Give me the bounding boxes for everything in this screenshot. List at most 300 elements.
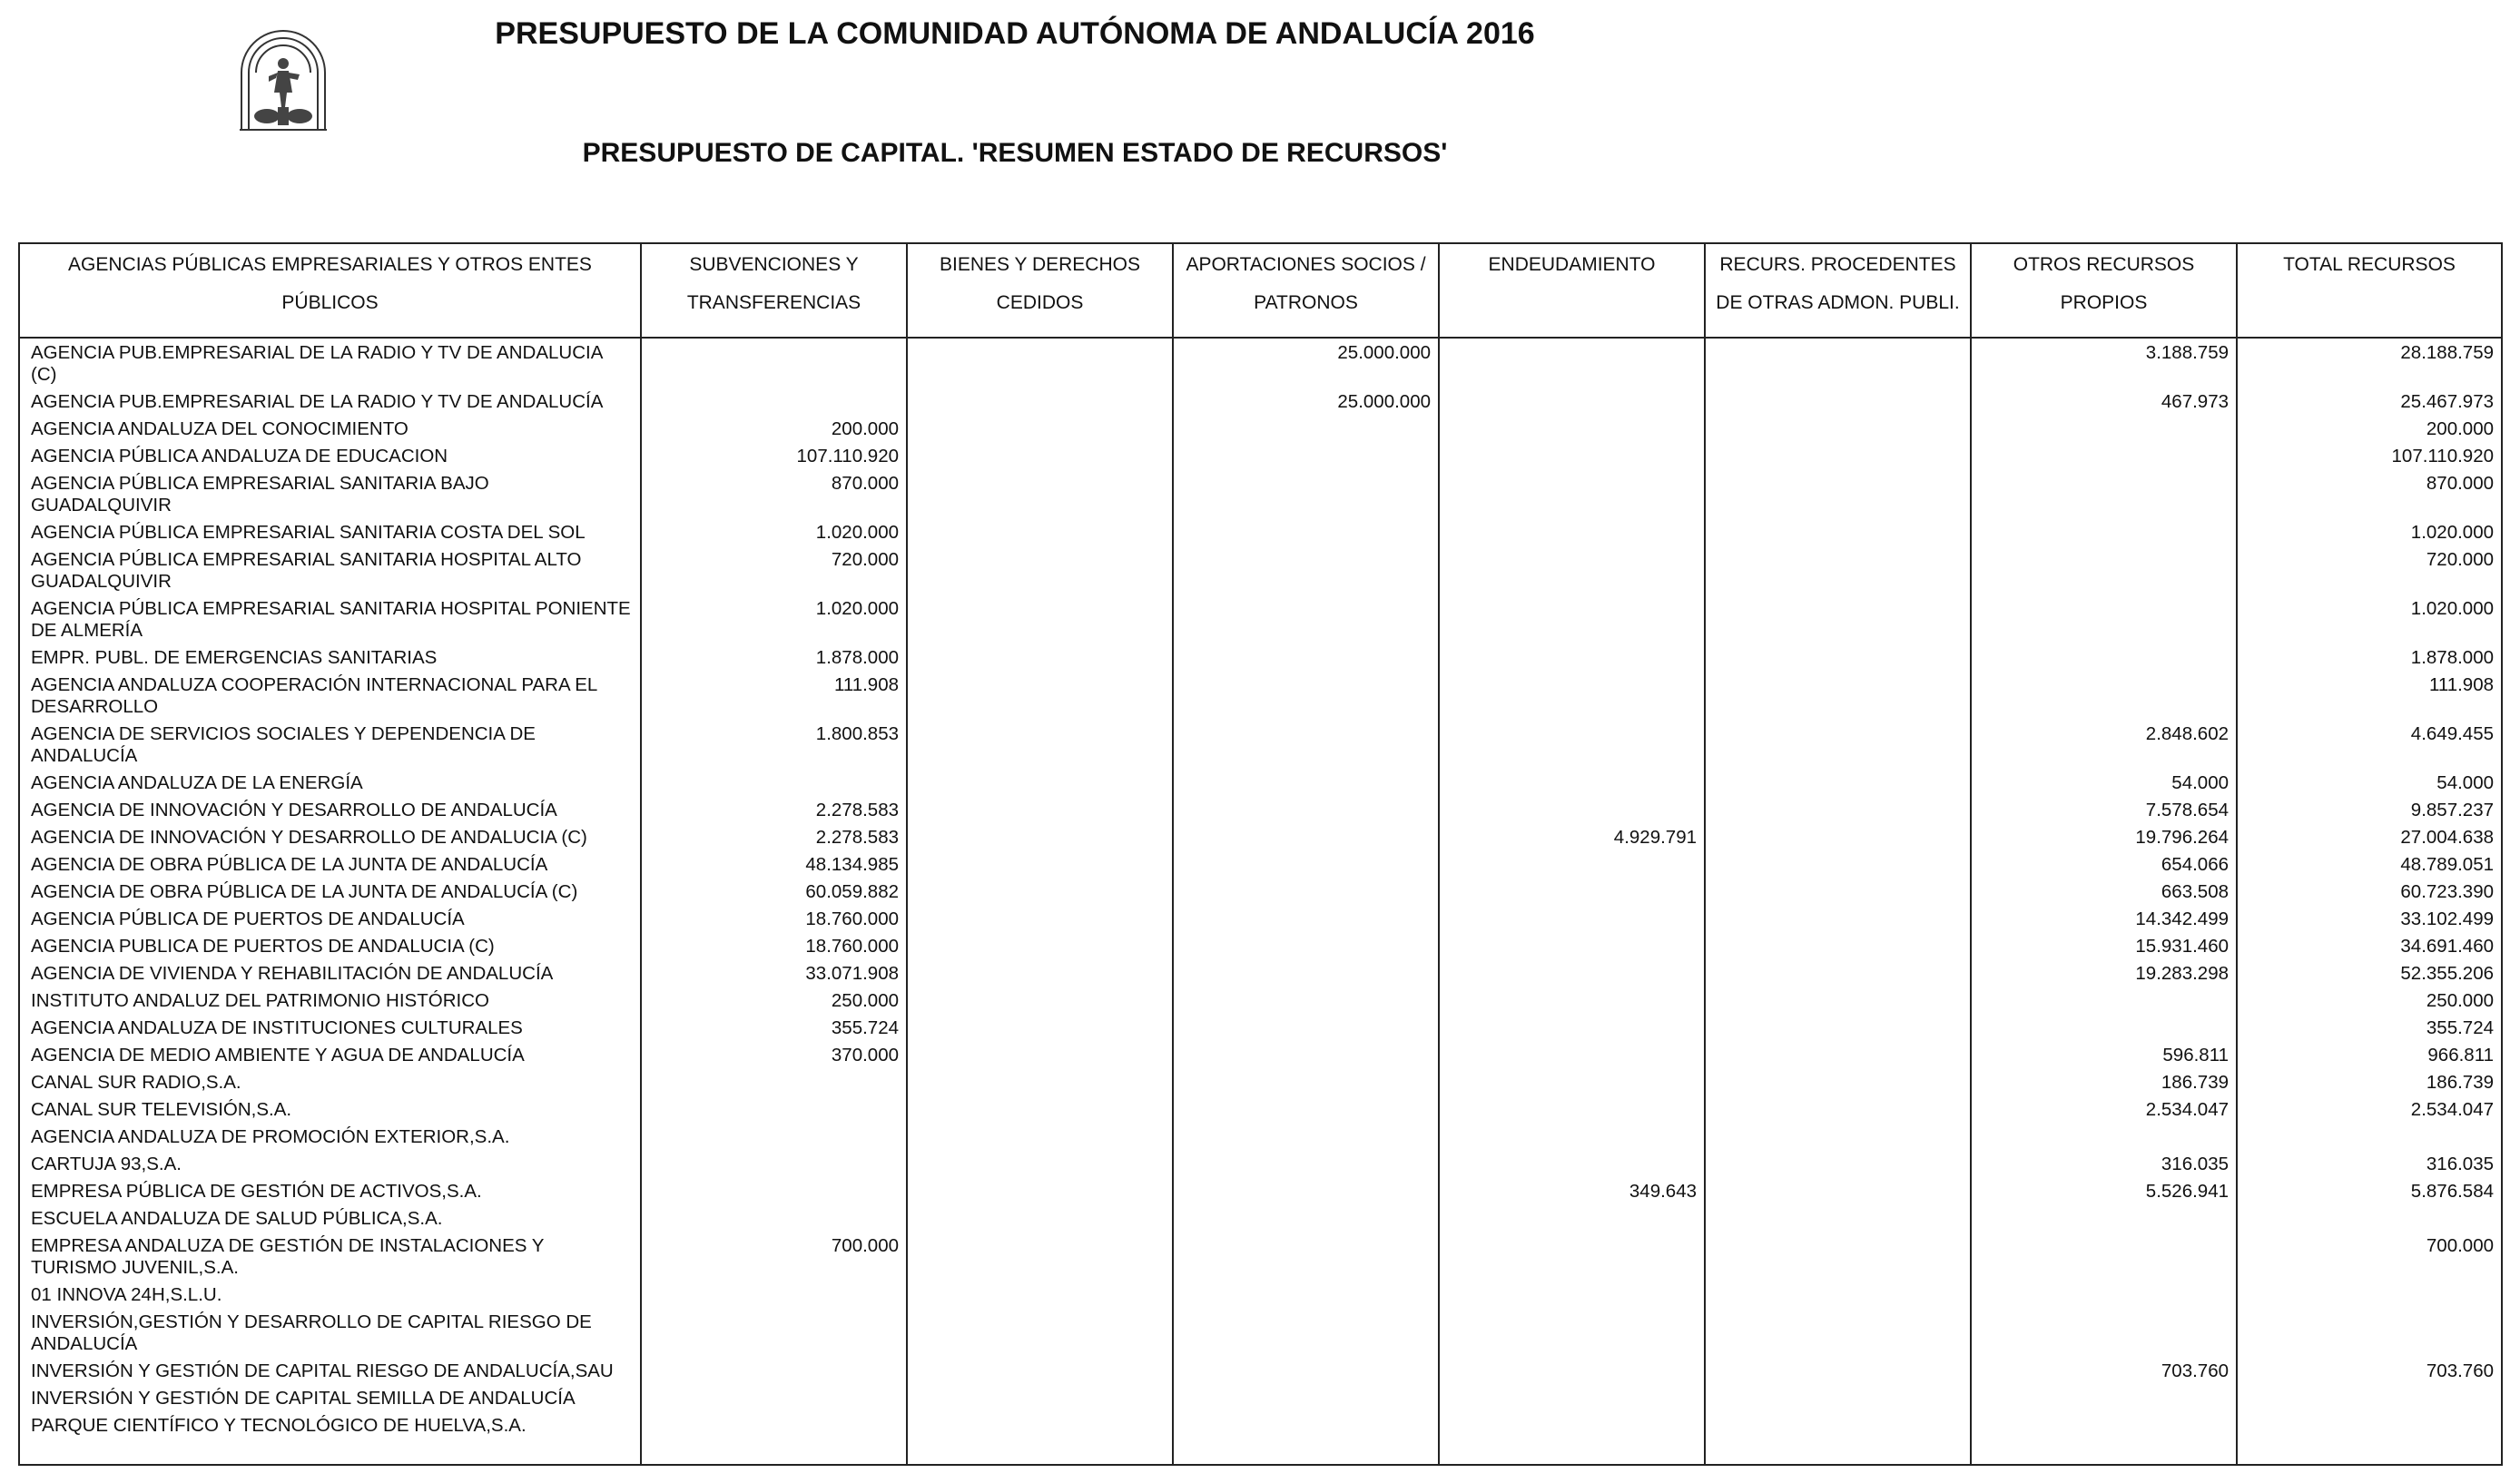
entity-name-cell: AGENCIA ANDALUZA DE PROMOCIÓN EXTERIOR,S.A. — [19, 1126, 641, 1154]
entity-name-cell: AGENCIA DE VIVIENDA Y REHABILITACIÓN DE ANDALUCÍA — [19, 963, 641, 990]
total-cell: 2.534.047 — [2237, 1099, 2502, 1126]
table-row — [19, 549, 2502, 598]
total-cell: 186.739 — [2237, 1072, 2502, 1099]
bienes-cell — [907, 827, 1173, 854]
otros-recursos-cell: 467.973 — [1971, 391, 2237, 418]
endeudamiento-cell — [1439, 473, 1705, 522]
entity-name-cell: AGENCIA PUB.EMPRESARIAL DE LA RADIO Y TV DE ANDALUCÍA — [19, 391, 641, 418]
entity-name-cell: CARTUJA 93,S.A. — [19, 1154, 641, 1181]
page-title: PRESUPUESTO DE LA COMUNIDAD AUTÓNOMA DE ANDALUCÍA 2016 — [495, 16, 1535, 51]
table-row — [19, 446, 2502, 473]
subvenciones-cell: 370.000 — [641, 1045, 907, 1072]
total-cell: 48.789.051 — [2237, 854, 2502, 881]
otros-recursos-cell: 15.931.460 — [1971, 936, 2237, 963]
total-cell: 60.723.390 — [2237, 881, 2502, 908]
recursos-admon-cell — [1705, 1388, 1971, 1415]
recursos-admon-cell — [1705, 522, 1971, 549]
subvenciones-cell — [641, 1126, 907, 1154]
entity-name-cell: EMPRESA ANDALUZA DE GESTIÓN DE INSTALACIONES Y TURISMO JUVENIL,S.A. — [19, 1235, 641, 1284]
subvenciones-cell — [641, 1154, 907, 1181]
bienes-cell — [907, 854, 1173, 881]
recursos-admon-cell — [1705, 723, 1971, 772]
total-cell: 1.878.000 — [2237, 647, 2502, 674]
aportaciones-cell — [1173, 1235, 1439, 1284]
subvenciones-cell — [641, 338, 907, 391]
table-filler-row — [19, 1442, 2502, 1465]
table-header-row — [19, 243, 2502, 338]
subvenciones-cell — [641, 1181, 907, 1208]
entity-name-cell: AGENCIA PÚBLICA DE PUERTOS DE ANDALUCÍA — [19, 908, 641, 936]
recursos-admon-cell — [1705, 1415, 1971, 1442]
otros-recursos-cell: 19.283.298 — [1971, 963, 2237, 990]
recursos-admon-cell — [1705, 473, 1971, 522]
subvenciones-cell — [641, 1072, 907, 1099]
total-cell: 34.691.460 — [2237, 936, 2502, 963]
column-header-line1: AGENCIAS PÚBLICAS EMPRESARIALES Y OTROS ENTES — [68, 254, 592, 275]
otros-recursos-cell: 2.534.047 — [1971, 1099, 2237, 1126]
entity-name-cell: CANAL SUR TELEVISIÓN,S.A. — [19, 1099, 641, 1126]
subvenciones-cell: 18.760.000 — [641, 936, 907, 963]
aportaciones-cell — [1173, 772, 1439, 800]
aportaciones-cell — [1173, 674, 1439, 723]
entity-name-cell: AGENCIA DE INNOVACIÓN Y DESARROLLO DE ANDALUCIA (C) — [19, 827, 641, 854]
recursos-admon-cell — [1705, 908, 1971, 936]
otros-recursos-cell: 5.526.941 — [1971, 1181, 2237, 1208]
table-row — [19, 1284, 2502, 1311]
empty-cell — [1971, 1442, 2237, 1465]
recursos-admon-cell — [1705, 418, 1971, 446]
entity-name-cell: AGENCIA ANDALUZA DEL CONOCIMIENTO — [19, 418, 641, 446]
column-header-line2: PATRONOS — [1254, 292, 1358, 313]
endeudamiento-cell — [1439, 1235, 1705, 1284]
total-cell: 4.649.455 — [2237, 723, 2502, 772]
aportaciones-cell — [1173, 963, 1439, 990]
aportaciones-cell — [1173, 990, 1439, 1017]
total-cell: 720.000 — [2237, 549, 2502, 598]
column-header-total — [2237, 243, 2502, 338]
subvenciones-cell: 870.000 — [641, 473, 907, 522]
endeudamiento-cell — [1439, 418, 1705, 446]
endeudamiento-cell — [1439, 963, 1705, 990]
entity-name-cell: AGENCIA PÚBLICA ANDALUZA DE EDUCACION — [19, 446, 641, 473]
subvenciones-cell: 200.000 — [641, 418, 907, 446]
recursos-admon-cell — [1705, 1154, 1971, 1181]
subvenciones-cell: 18.760.000 — [641, 908, 907, 936]
bienes-cell — [907, 598, 1173, 647]
total-cell: 966.811 — [2237, 1045, 2502, 1072]
entity-name-cell: AGENCIA DE OBRA PÚBLICA DE LA JUNTA DE ANDALUCÍA (C) — [19, 881, 641, 908]
recursos-admon-cell — [1705, 1181, 1971, 1208]
subvenciones-cell: 1.800.853 — [641, 723, 907, 772]
endeudamiento-cell — [1439, 1311, 1705, 1360]
table-row — [19, 1235, 2502, 1284]
recursos-admon-cell — [1705, 1208, 1971, 1235]
aportaciones-cell — [1173, 473, 1439, 522]
entity-name-cell: INVERSIÓN Y GESTIÓN DE CAPITAL SEMILLA DE ANDALUCÍA — [19, 1388, 641, 1415]
bienes-cell — [907, 1154, 1173, 1181]
aportaciones-cell — [1173, 1360, 1439, 1388]
bienes-cell — [907, 1311, 1173, 1360]
entity-name-cell: AGENCIA DE INNOVACIÓN Y DESARROLLO DE ANDALUCÍA — [19, 800, 641, 827]
table-row — [19, 1126, 2502, 1154]
bienes-cell — [907, 1360, 1173, 1388]
endeudamiento-cell — [1439, 522, 1705, 549]
total-cell — [2237, 1415, 2502, 1442]
entity-name-cell: ESCUELA ANDALUZA DE SALUD PÚBLICA,S.A. — [19, 1208, 641, 1235]
endeudamiento-cell: 349.643 — [1439, 1181, 1705, 1208]
table-row — [19, 391, 2502, 418]
subvenciones-cell — [641, 1284, 907, 1311]
recursos-admon-cell — [1705, 549, 1971, 598]
aportaciones-cell — [1173, 1284, 1439, 1311]
entity-name-cell: AGENCIA PÚBLICA EMPRESARIAL SANITARIA COSTA DEL SOL — [19, 522, 641, 549]
aportaciones-cell — [1173, 598, 1439, 647]
total-cell — [2237, 1311, 2502, 1360]
bienes-cell — [907, 800, 1173, 827]
table-row — [19, 1181, 2502, 1208]
bienes-cell — [907, 1208, 1173, 1235]
column-header-line1: TOTAL RECURSOS — [2283, 254, 2456, 275]
column-header-line1: OTROS RECURSOS — [2013, 254, 2195, 275]
endeudamiento-cell — [1439, 1284, 1705, 1311]
total-cell: 27.004.638 — [2237, 827, 2502, 854]
endeudamiento-cell: 4.929.791 — [1439, 827, 1705, 854]
subvenciones-cell — [641, 1099, 907, 1126]
bienes-cell — [907, 772, 1173, 800]
aportaciones-cell — [1173, 723, 1439, 772]
total-cell: 316.035 — [2237, 1154, 2502, 1181]
total-cell: 25.467.973 — [2237, 391, 2502, 418]
table-row — [19, 1208, 2502, 1235]
recursos-admon-cell — [1705, 391, 1971, 418]
table-row — [19, 1099, 2502, 1126]
entity-name-cell: AGENCIA ANDALUZA DE LA ENERGÍA — [19, 772, 641, 800]
aportaciones-cell: 25.000.000 — [1173, 391, 1439, 418]
entity-name-cell: AGENCIA ANDALUZA COOPERACIÓN INTERNACIONAL PARA EL DESARROLLO — [19, 674, 641, 723]
bienes-cell — [907, 1181, 1173, 1208]
subvenciones-cell — [641, 1388, 907, 1415]
bienes-cell — [907, 418, 1173, 446]
page-subtitle: PRESUPUESTO DE CAPITAL. 'RESUMEN ESTADO DE RECURSOS' — [582, 138, 1448, 168]
bienes-cell — [907, 1045, 1173, 1072]
otros-recursos-cell: 7.578.654 — [1971, 800, 2237, 827]
recursos-admon-cell — [1705, 674, 1971, 723]
bienes-cell — [907, 1017, 1173, 1045]
recursos-admon-cell — [1705, 1072, 1971, 1099]
column-header-line1: BIENES Y DERECHOS — [940, 254, 1140, 275]
subvenciones-cell: 1.878.000 — [641, 647, 907, 674]
aportaciones-cell — [1173, 1099, 1439, 1126]
recursos-admon-cell — [1705, 1045, 1971, 1072]
endeudamiento-cell — [1439, 854, 1705, 881]
endeudamiento-cell — [1439, 772, 1705, 800]
empty-cell — [1173, 1442, 1439, 1465]
entity-name-cell: AGENCIA PÚBLICA EMPRESARIAL SANITARIA HOSPITAL PONIENTE DE ALMERÍA — [19, 598, 641, 647]
recursos-admon-cell — [1705, 827, 1971, 854]
recursos-admon-cell — [1705, 854, 1971, 881]
endeudamiento-cell — [1439, 598, 1705, 647]
endeudamiento-cell — [1439, 800, 1705, 827]
aportaciones-cell — [1173, 1388, 1439, 1415]
empty-cell — [2237, 1442, 2502, 1465]
aportaciones-cell — [1173, 446, 1439, 473]
recursos-admon-cell — [1705, 1099, 1971, 1126]
table-row — [19, 1360, 2502, 1388]
resources-table — [18, 242, 2503, 1466]
otros-recursos-cell — [1971, 549, 2237, 598]
total-cell: 111.908 — [2237, 674, 2502, 723]
endeudamiento-cell — [1439, 1415, 1705, 1442]
bienes-cell — [907, 522, 1173, 549]
recursos-admon-cell — [1705, 963, 1971, 990]
total-cell: 870.000 — [2237, 473, 2502, 522]
subvenciones-cell — [641, 772, 907, 800]
entity-name-cell: EMPR. PUBL. DE EMERGENCIAS SANITARIAS — [19, 647, 641, 674]
subvenciones-cell: 2.278.583 — [641, 827, 907, 854]
total-cell: 33.102.499 — [2237, 908, 2502, 936]
otros-recursos-cell: 663.508 — [1971, 881, 2237, 908]
column-header-line2: PROPIOS — [2060, 292, 2148, 313]
recursos-admon-cell — [1705, 772, 1971, 800]
aportaciones-cell — [1173, 1208, 1439, 1235]
entity-name-cell: CANAL SUR RADIO,S.A. — [19, 1072, 641, 1099]
column-header-line1: RECURS. PROCEDENTES — [1719, 254, 1956, 275]
otros-recursos-cell — [1971, 1235, 2237, 1284]
empty-cell — [1705, 1442, 1971, 1465]
total-cell: 107.110.920 — [2237, 446, 2502, 473]
table-row — [19, 1154, 2502, 1181]
bienes-cell — [907, 990, 1173, 1017]
entity-name-cell: PARQUE CIENTÍFICO Y TECNOLÓGICO DE HUELVA,S.A. — [19, 1415, 641, 1442]
entity-name-cell: 01 INNOVA 24H,S.L.U. — [19, 1284, 641, 1311]
subvenciones-cell: 48.134.985 — [641, 854, 907, 881]
column-header-recursos-admon — [1705, 243, 1971, 338]
subvenciones-cell: 700.000 — [641, 1235, 907, 1284]
recursos-admon-cell — [1705, 1360, 1971, 1388]
endeudamiento-cell — [1439, 908, 1705, 936]
column-header-line1: ENDEUDAMIENTO — [1488, 254, 1656, 275]
empty-cell — [907, 1442, 1173, 1465]
bienes-cell — [907, 963, 1173, 990]
table-row — [19, 881, 2502, 908]
total-cell — [2237, 1284, 2502, 1311]
table-row — [19, 522, 2502, 549]
endeudamiento-cell — [1439, 1360, 1705, 1388]
otros-recursos-cell — [1971, 990, 2237, 1017]
endeudamiento-cell — [1439, 1099, 1705, 1126]
empty-cell — [641, 1442, 907, 1465]
entity-name-cell: INVERSIÓN Y GESTIÓN DE CAPITAL RIESGO DE ANDALUCÍA,SAU — [19, 1360, 641, 1388]
column-header-line1: SUBVENCIONES Y — [689, 254, 859, 275]
bienes-cell — [907, 674, 1173, 723]
bienes-cell — [907, 1284, 1173, 1311]
entity-name-cell: AGENCIA DE MEDIO AMBIENTE Y AGUA DE ANDALUCÍA — [19, 1045, 641, 1072]
table-row — [19, 990, 2502, 1017]
endeudamiento-cell — [1439, 391, 1705, 418]
bienes-cell — [907, 446, 1173, 473]
otros-recursos-cell — [1971, 473, 2237, 522]
endeudamiento-cell — [1439, 1154, 1705, 1181]
bienes-cell — [907, 1099, 1173, 1126]
subvenciones-cell — [641, 1415, 907, 1442]
endeudamiento-cell — [1439, 549, 1705, 598]
total-cell — [2237, 1388, 2502, 1415]
aportaciones-cell — [1173, 549, 1439, 598]
total-cell — [2237, 1126, 2502, 1154]
recursos-admon-cell — [1705, 1311, 1971, 1360]
table-row — [19, 908, 2502, 936]
column-header-line2: DE OTRAS ADMON. PUBLI. — [1716, 292, 1960, 313]
column-header-otros-recursos — [1971, 243, 2237, 338]
subvenciones-cell — [641, 1360, 907, 1388]
recursos-admon-cell — [1705, 446, 1971, 473]
table-row — [19, 1045, 2502, 1072]
total-cell: 200.000 — [2237, 418, 2502, 446]
table-row — [19, 1017, 2502, 1045]
table-row — [19, 674, 2502, 723]
total-cell: 28.188.759 — [2237, 338, 2502, 391]
subvenciones-cell — [641, 1208, 907, 1235]
subvenciones-cell: 2.278.583 — [641, 800, 907, 827]
aportaciones-cell — [1173, 1415, 1439, 1442]
aportaciones-cell — [1173, 1126, 1439, 1154]
aportaciones-cell — [1173, 854, 1439, 881]
otros-recursos-cell: 14.342.499 — [1971, 908, 2237, 936]
recursos-admon-cell — [1705, 1126, 1971, 1154]
entity-name-cell: AGENCIA DE OBRA PÚBLICA DE LA JUNTA DE ANDALUCÍA — [19, 854, 641, 881]
empty-cell — [1439, 1442, 1705, 1465]
table-row — [19, 647, 2502, 674]
column-header-aportaciones — [1173, 243, 1439, 338]
endeudamiento-cell — [1439, 1126, 1705, 1154]
subvenciones-cell — [641, 1311, 907, 1360]
endeudamiento-cell — [1439, 1072, 1705, 1099]
subvenciones-cell: 1.020.000 — [641, 598, 907, 647]
otros-recursos-cell: 54.000 — [1971, 772, 2237, 800]
subvenciones-cell: 33.071.908 — [641, 963, 907, 990]
endeudamiento-cell — [1439, 1388, 1705, 1415]
column-header-subvenciones — [641, 243, 907, 338]
total-cell: 700.000 — [2237, 1235, 2502, 1284]
endeudamiento-cell — [1439, 723, 1705, 772]
endeudamiento-cell — [1439, 1017, 1705, 1045]
bienes-cell — [907, 1388, 1173, 1415]
aportaciones-cell: 25.000.000 — [1173, 338, 1439, 391]
recursos-admon-cell — [1705, 1284, 1971, 1311]
endeudamiento-cell — [1439, 446, 1705, 473]
total-cell: 1.020.000 — [2237, 522, 2502, 549]
total-cell: 52.355.206 — [2237, 963, 2502, 990]
bienes-cell — [907, 1126, 1173, 1154]
otros-recursos-cell — [1971, 647, 2237, 674]
otros-recursos-cell — [1971, 1415, 2237, 1442]
aportaciones-cell — [1173, 522, 1439, 549]
recursos-admon-cell — [1705, 800, 1971, 827]
aportaciones-cell — [1173, 1311, 1439, 1360]
bienes-cell — [907, 549, 1173, 598]
endeudamiento-cell — [1439, 936, 1705, 963]
endeudamiento-cell — [1439, 990, 1705, 1017]
column-header-line2: CEDIDOS — [996, 292, 1084, 313]
otros-recursos-cell — [1971, 1126, 2237, 1154]
otros-recursos-cell — [1971, 674, 2237, 723]
table-row — [19, 936, 2502, 963]
recursos-admon-cell — [1705, 598, 1971, 647]
bienes-cell — [907, 936, 1173, 963]
bienes-cell — [907, 473, 1173, 522]
aportaciones-cell — [1173, 1045, 1439, 1072]
table-row — [19, 963, 2502, 990]
entity-name-cell: AGENCIA ANDALUZA DE INSTITUCIONES CULTURALES — [19, 1017, 641, 1045]
bienes-cell — [907, 908, 1173, 936]
aportaciones-cell — [1173, 936, 1439, 963]
total-cell: 250.000 — [2237, 990, 2502, 1017]
subvenciones-cell: 60.059.882 — [641, 881, 907, 908]
table-row — [19, 1311, 2502, 1360]
otros-recursos-cell — [1971, 1017, 2237, 1045]
aportaciones-cell — [1173, 647, 1439, 674]
aportaciones-cell — [1173, 908, 1439, 936]
otros-recursos-cell: 186.739 — [1971, 1072, 2237, 1099]
otros-recursos-cell — [1971, 1388, 2237, 1415]
table-row — [19, 1388, 2502, 1415]
bienes-cell — [907, 338, 1173, 391]
subvenciones-cell: 111.908 — [641, 674, 907, 723]
recursos-admon-cell — [1705, 647, 1971, 674]
endeudamiento-cell — [1439, 1045, 1705, 1072]
bienes-cell — [907, 881, 1173, 908]
subvenciones-cell: 720.000 — [641, 549, 907, 598]
recursos-admon-cell — [1705, 1017, 1971, 1045]
table-row — [19, 473, 2502, 522]
otros-recursos-cell: 596.811 — [1971, 1045, 2237, 1072]
aportaciones-cell — [1173, 418, 1439, 446]
bienes-cell — [907, 1235, 1173, 1284]
aportaciones-cell — [1173, 881, 1439, 908]
column-header-line2: PÚBLICOS — [281, 292, 379, 313]
subvenciones-cell: 107.110.920 — [641, 446, 907, 473]
total-cell: 9.857.237 — [2237, 800, 2502, 827]
otros-recursos-cell: 703.760 — [1971, 1360, 2237, 1388]
otros-recursos-cell — [1971, 1208, 2237, 1235]
otros-recursos-cell — [1971, 1311, 2237, 1360]
aportaciones-cell — [1173, 827, 1439, 854]
aportaciones-cell — [1173, 1181, 1439, 1208]
column-header-line1: APORTACIONES SOCIOS / — [1186, 254, 1426, 275]
aportaciones-cell — [1173, 1154, 1439, 1181]
column-header-bienes — [907, 243, 1173, 338]
entity-name-cell: AGENCIA PUBLICA DE PUERTOS DE ANDALUCIA (C) — [19, 936, 641, 963]
table-row — [19, 1415, 2502, 1442]
otros-recursos-cell: 316.035 — [1971, 1154, 2237, 1181]
bienes-cell — [907, 391, 1173, 418]
recursos-admon-cell — [1705, 881, 1971, 908]
otros-recursos-cell: 654.066 — [1971, 854, 2237, 881]
total-cell: 5.876.584 — [2237, 1181, 2502, 1208]
bienes-cell — [907, 723, 1173, 772]
subvenciones-cell: 1.020.000 — [641, 522, 907, 549]
table-row — [19, 800, 2502, 827]
total-cell — [2237, 1208, 2502, 1235]
aportaciones-cell — [1173, 1072, 1439, 1099]
bienes-cell — [907, 1415, 1173, 1442]
otros-recursos-cell: 3.188.759 — [1971, 338, 2237, 391]
subvenciones-cell: 250.000 — [641, 990, 907, 1017]
endeudamiento-cell — [1439, 881, 1705, 908]
subvenciones-cell — [641, 391, 907, 418]
entity-name-cell: AGENCIA PÚBLICA EMPRESARIAL SANITARIA HOSPITAL ALTO GUADALQUIVIR — [19, 549, 641, 598]
column-header-endeudamiento — [1439, 243, 1705, 338]
